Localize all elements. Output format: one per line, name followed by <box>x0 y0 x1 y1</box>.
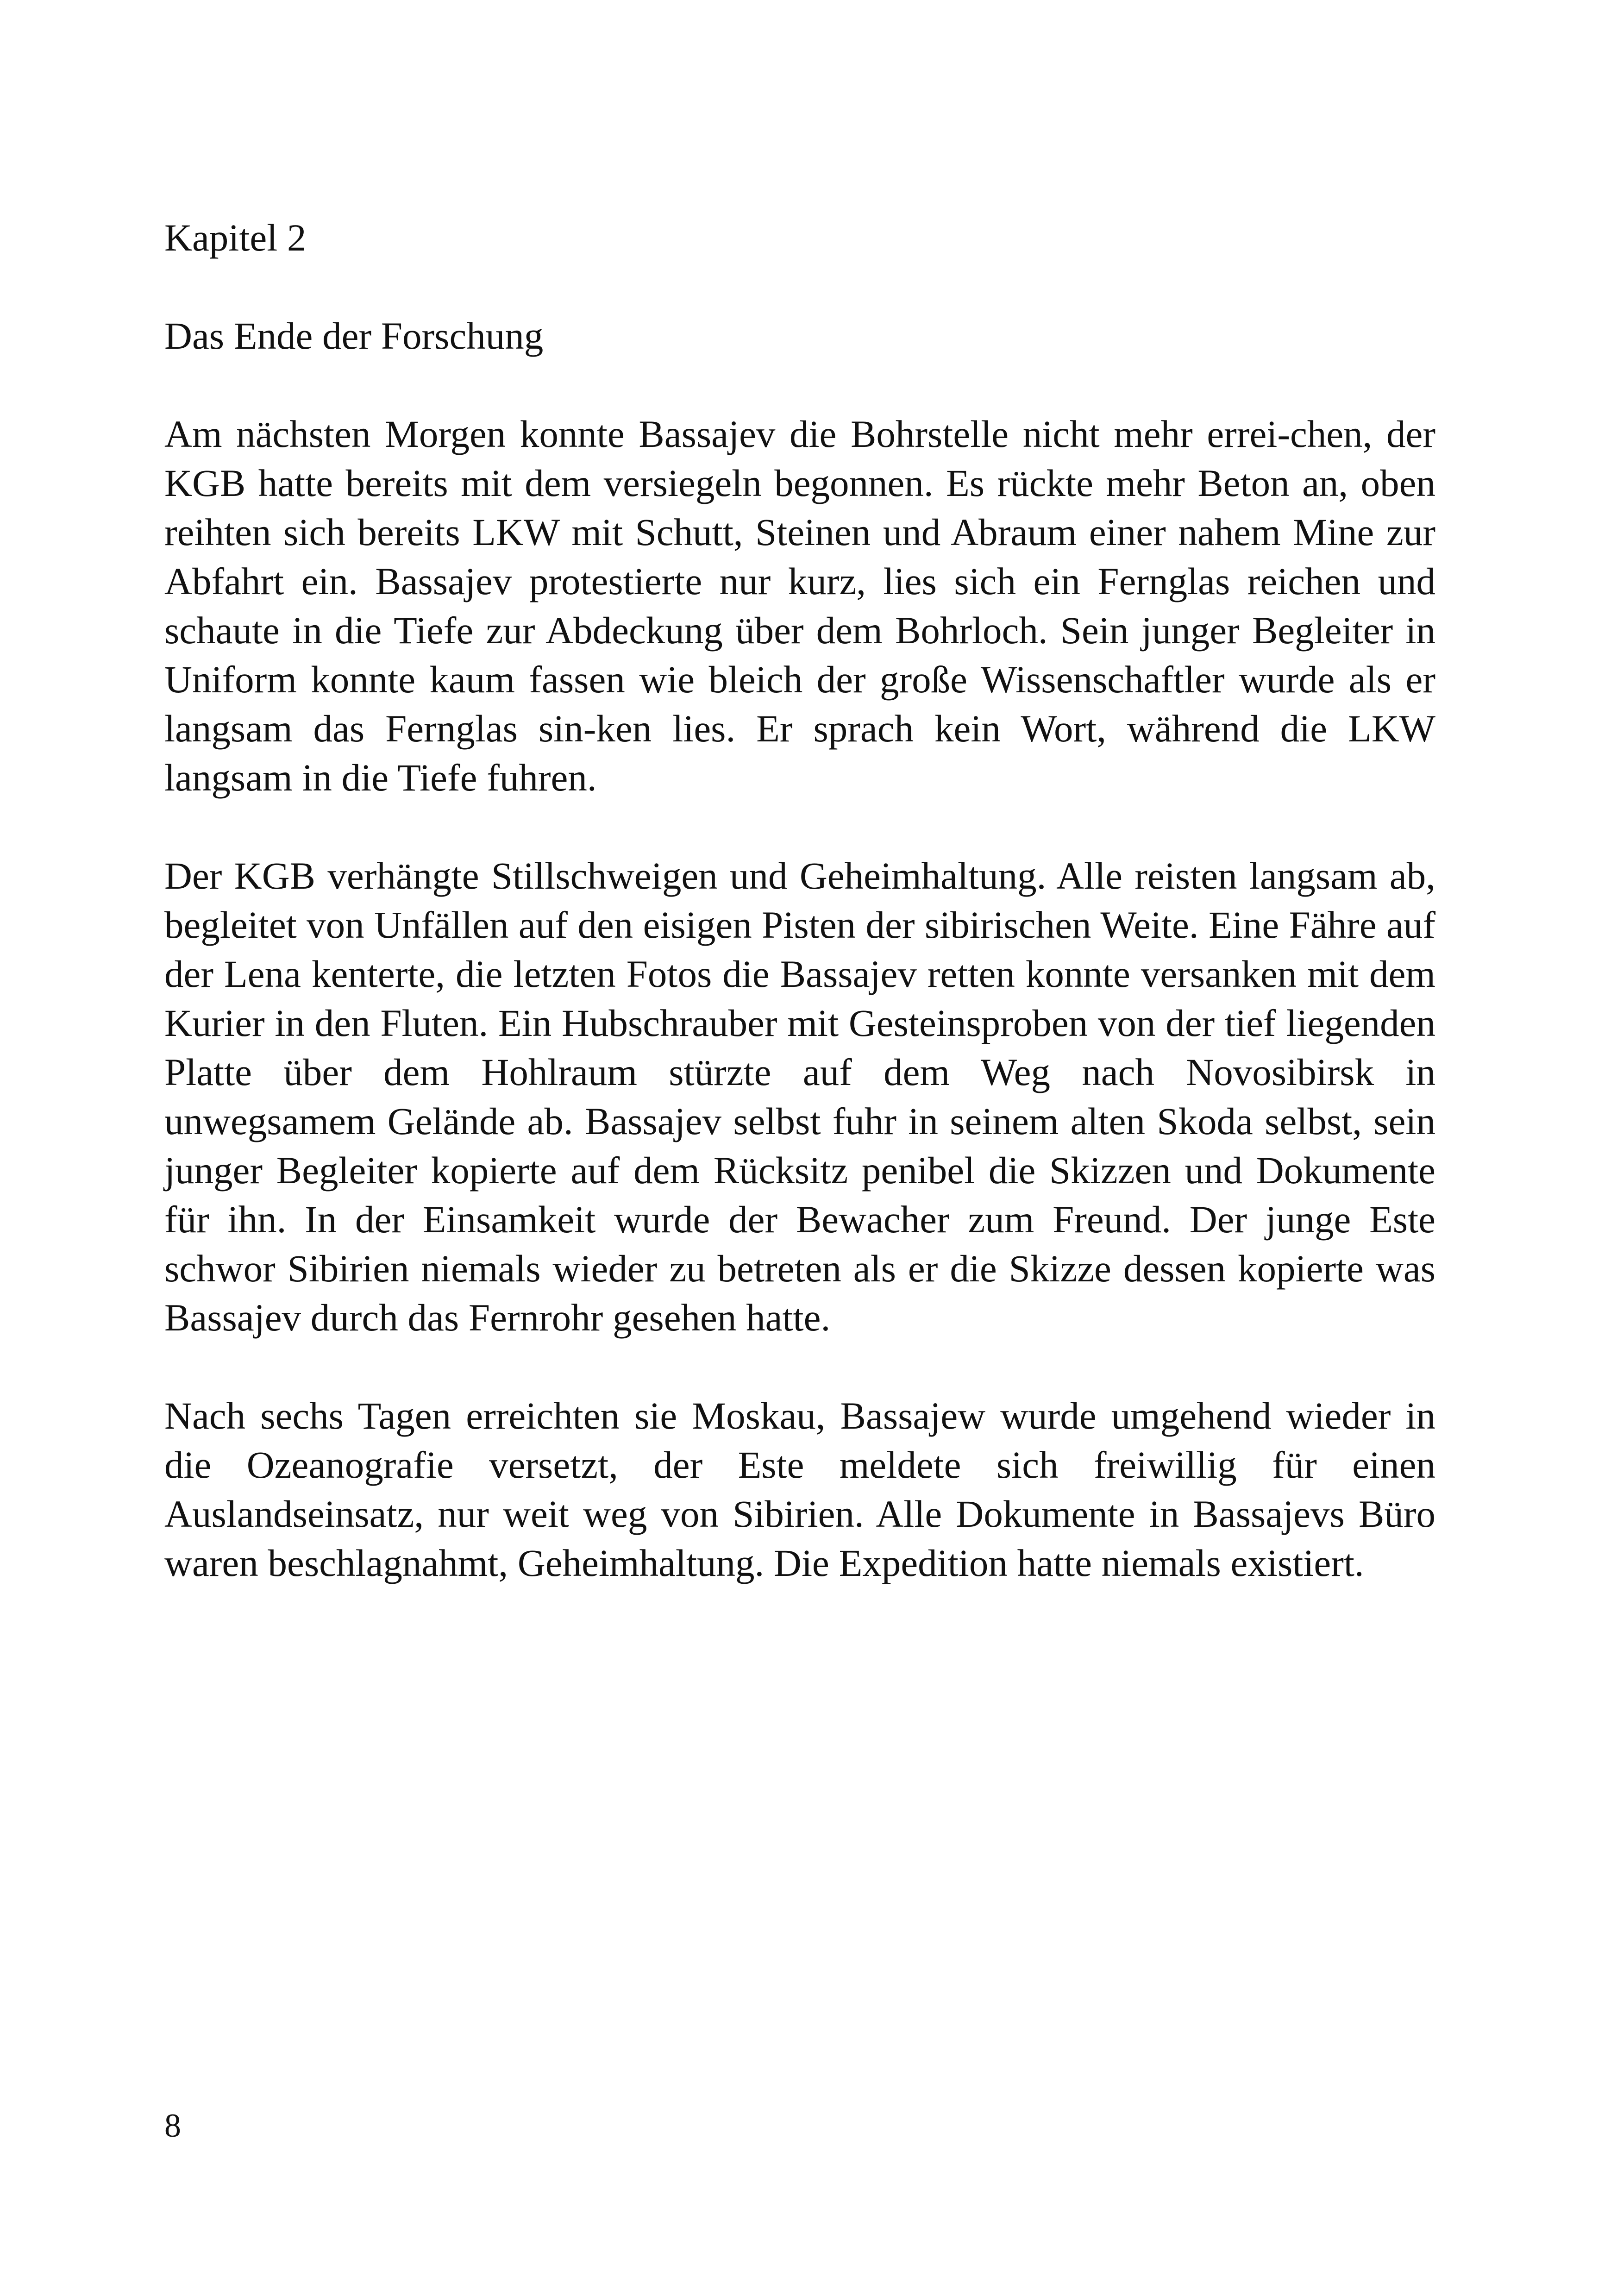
paragraph-3: Nach sechs Tagen erreichten sie Moskau, Bassajew wurde umgehend wieder in die Ozeanografie versetzt, der Este meldete sich freiwillig für einen Auslandseinsatz, nur weit weg von Sibirien. Alle Dokumente in Bassajevs Büro waren beschlagnahmt, Geheimhaltung. Die Expedition hatte niemals existiert. <box>164 1394 1435 1584</box>
text-block <box>164 213 1435 1637</box>
page-number: 8 <box>164 2107 181 2144</box>
section-title: Das Ende der Forschung <box>164 314 544 357</box>
chapter-heading: Kapitel 2 <box>164 216 307 259</box>
paragraph-2: Der KGB verhängte Stillschweigen und Geheimhaltung. Alle reisten langsam ab, begleitet von Unfällen auf den eisigen Pisten der sibirischen Weite. Eine Fähre auf der Lena kenterte, die letzten Fotos die Bassajev retten konnte versanken mit dem Kurier in den Fluten. Ein Hubschrauber mit Gesteinsproben von der tief liegenden Platte über dem Hohlraum stürzte auf dem Weg nach Novosibirsk in unwegsamem Gelände ab. Bassajev selbst fuhr in seinem alten Skoda selbst, sein junger Begleiter kopierte auf dem Rücksitz penibel die Skizzen und Dokumente für ihn. In der Einsamkeit wurde der Bewacher zum Freund. Der junge Este schwor Sibirien niemals wieder zu betreten als er die Skizze dessen kopierte was Bassajev durch das Fernrohr gesehen hatte. <box>164 854 1435 1339</box>
paragraph-1: Am nächsten Morgen konnte Bassajev die Bohrstelle nicht mehr errei-chen, der KGB hatte bereits mit dem versiegeln begonnen. Es rückte mehr Beton an, oben reihten sich bereits LKW mit Schutt, Steinen und Abraum einer nahem Mine zur Abfahrt ein. Bassajev protestierte nur kurz, lies sich ein Fernglas reichen und schaute in die Tiefe zur Abdeckung über dem Bohrloch. Sein junger Begleiter in Uniform konnte kaum fassen wie bleich der große Wissenschaftler wurde als er langsam das Fernglas sin-ken lies. Er sprach kein Wort, während die LKW langsam in die Tiefe fuhren. <box>164 413 1435 799</box>
